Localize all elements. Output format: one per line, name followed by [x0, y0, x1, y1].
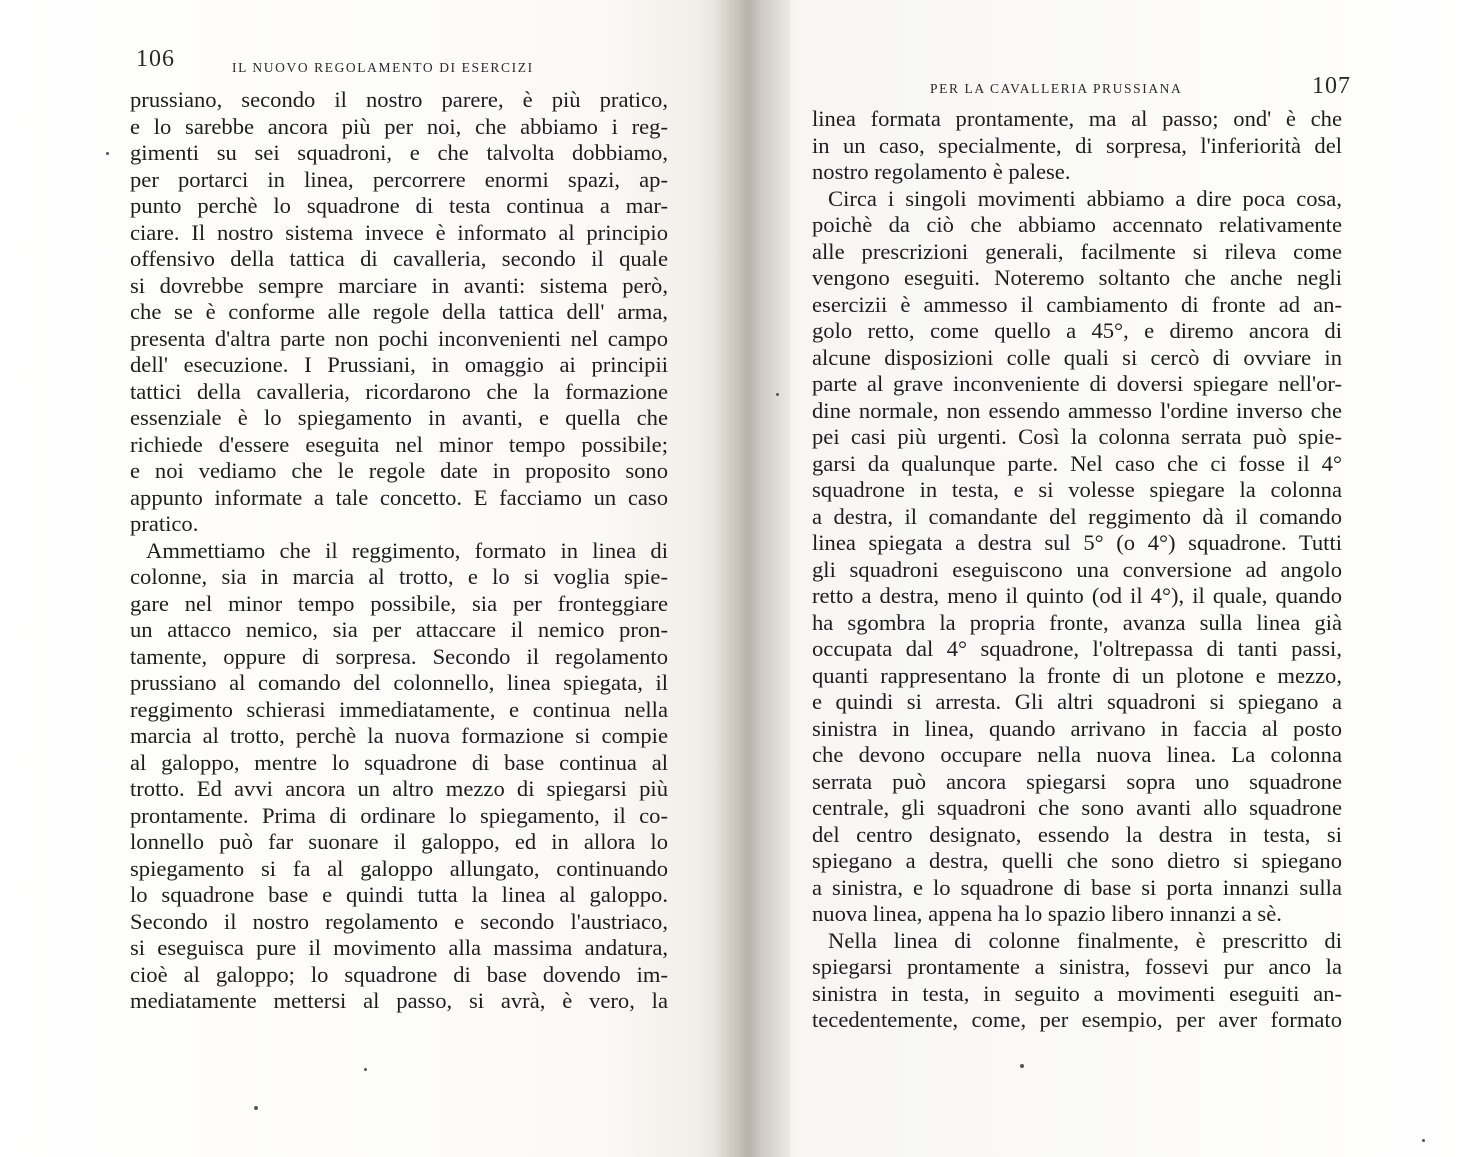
text-line: trotto. Ed avvi ancora un altro mezzo di spiegarsi più [130, 776, 668, 801]
text-line: Circa i singoli movimenti abbiamo a dire poca cosa, [828, 185, 1342, 211]
text-line: a sinistra, e lo squadrone di base si porta innanzi sulla [812, 874, 1342, 900]
text-line: garsi da qualunque parte. Nel caso che ci fosse il 4° [812, 450, 1342, 476]
text-line: spiegamento si fa al galoppo allungato, continuando [130, 855, 668, 881]
text-line: al galoppo, mentre lo squadrone di base continua al [130, 749, 668, 775]
text-line: richiede d'essere eseguita nel minor tempo possibile; [130, 431, 668, 457]
text-line: prussiano, secondo il nostro parere, è più pratico, [130, 87, 668, 112]
left-running-head: IL NUOVO REGOLAMENTO DI ESERCIZI [232, 60, 534, 75]
text-line: linea formata prontamente, ma al passo; ond' è che [812, 106, 1342, 131]
text-line: e noi vediamo che le regole date in proposito sono [130, 458, 668, 483]
text-line: si eseguisca pure il movimento alla massima andatura, [130, 935, 668, 960]
text-line: lonnello può far suonare il galoppo, ed in allora lo [130, 829, 668, 854]
text-line: prontamente. Prima di ordinare lo spiegamento, il co- [130, 802, 668, 828]
text-line: tecedentemente, come, per esempio, per aver formato [812, 1007, 1342, 1032]
print-speck [1422, 1139, 1425, 1142]
text-line: gli squadroni eseguiscono una conversione ad angolo [812, 556, 1342, 582]
text-line: che devono occupare nella nuova linea. La colonna [812, 742, 1342, 767]
text-line: reggimento schierasi immediatamente, e continua nella [130, 696, 668, 722]
text-line: poichè da ciò che abbiamo accennato relativamente [812, 212, 1342, 237]
text-line: offensivo della tattica di cavalleria, secondo il quale [130, 246, 668, 271]
text-line: del centro designato, essendo la destra in testa, si [812, 821, 1342, 847]
print-speck [776, 393, 779, 396]
text-line: tamente, oppure di sorpresa. Secondo il regolamento [130, 643, 668, 669]
text-line: vengono eseguiti. Noteremo soltanto che anche negli [812, 265, 1342, 290]
text-line: tattici della cavalleria, ricordarono che la formazione [130, 378, 668, 404]
text-line: prussiano al comando del colonnello, linea spiegata, il [130, 670, 668, 695]
text-line: marcia al trotto, perchè la nuova formazione si compie [130, 723, 668, 748]
text-line: golo retto, come quello a 45°, e diremo ancora di [812, 318, 1342, 343]
text-line: sinistra in testa, in seguito a movimenti eseguiti an- [812, 980, 1342, 1006]
text-line: un attacco nemico, sia per attaccare il nemico pron- [130, 617, 668, 642]
right-body-text [812, 106, 1342, 1034]
text-line: a destra, il comandante del reggimento dà il comando [812, 503, 1342, 529]
text-line: linea spiegata a destra sul 5° (o 4°) squadrone. Tutti [812, 530, 1342, 555]
text-line: alcune disposizioni colle quali si cercò di ovviare in [812, 344, 1342, 370]
print-speck [1020, 1064, 1024, 1068]
text-line: nuova linea, appena ha lo spazio libero innanzi a sè. [812, 901, 1282, 926]
text-line: squadrone in testa, e si volesse spiegare la colonna [812, 477, 1342, 502]
text-line: presenta d'altra parte non pochi inconvenienti nel campo [130, 325, 668, 351]
text-line: pei casi più urgenti. Così la colonna serrata può spie- [812, 424, 1342, 449]
text-line: gimenti su sei squadroni, e che talvolta dobbiamo, [130, 140, 668, 165]
text-line: quanti rappresentano la fronte di un plotone e mezzo, [812, 662, 1342, 688]
text-line: centrale, gli squadroni che sono avanti allo squadrone [812, 795, 1342, 820]
left-body-text [130, 87, 668, 1015]
text-line: che se è conforme alle regole della tattica dell' arma, [130, 299, 668, 324]
text-line: per portarci in linea, percorrere enormi spazi, ap- [130, 166, 668, 192]
text-line: Ammettiamo che il reggimento, formato in linea di [146, 537, 668, 563]
left-page [0, 0, 700, 1157]
text-line: e quindi si arresta. Gli altri squadroni si spiegano a [812, 689, 1342, 714]
text-line: dine normale, non essendo ammesso l'ordine inverso che [812, 397, 1342, 423]
text-line: lo squadrone base e quindi tutta la linea al galoppo. [130, 882, 668, 907]
print-speck [364, 1068, 367, 1071]
text-line: nostro regolamento è palese. [812, 159, 1071, 184]
text-line: Secondo il nostro regolamento e secondo l'austriaco, [130, 908, 668, 934]
text-line: colonne, sia in marcia al trotto, e lo si voglia spie- [130, 564, 668, 589]
text-line: punto perchè lo squadrone di testa continua a mar- [130, 193, 668, 218]
right-page-number: 107 [1312, 73, 1351, 99]
text-line: ha sgombra la propria fronte, avanza sulla linea già [812, 609, 1342, 635]
print-speck [106, 152, 109, 155]
text-line: esercizii è ammesso il cambiamento di fronte ad an- [812, 291, 1342, 317]
text-line: e lo sarebbe ancora più per noi, che abbiamo i reg- [130, 113, 668, 139]
text-line: appunto informate a tale concetto. E facciamo un caso [130, 484, 668, 510]
left-page-number: 106 [136, 46, 175, 72]
print-speck [254, 1106, 258, 1110]
text-line: parte al grave inconveniente di doversi spiegare nell'or- [812, 371, 1342, 396]
text-line: sinistra in linea, quando arrivano in faccia al posto [812, 715, 1342, 741]
text-line: Nella linea di colonne finalmente, è prescritto di [828, 927, 1342, 953]
text-line: spiegarsi prontamente a sinistra, fossevi pur anco la [812, 954, 1342, 979]
text-line: si dovrebbe sempre marciare in avanti: sistema però, [130, 272, 668, 298]
text-line: pratico. [130, 511, 199, 536]
text-line: occupata dal 4° squadrone, l'oltrepassa di tanti passi, [812, 636, 1342, 661]
right-page [770, 0, 1468, 1157]
right-running-head: PER LA CAVALLERIA PRUSSIANA [930, 81, 1183, 96]
text-line: alle prescrizioni generali, facilmente si rileva come [812, 238, 1342, 264]
text-line: essenziale è lo spiegamento in avanti, e quella che [130, 405, 668, 430]
text-line: mediatamente mettersi al passo, si avrà, è vero, la [130, 988, 668, 1013]
text-line: gare nel minor tempo possibile, sia per fronteggiare [130, 590, 668, 616]
text-line: in un caso, specialmente, di sorpresa, l'inferiorità del [812, 132, 1342, 158]
text-line: retto a destra, meno il quinto (od il 4°), il quale, quando [812, 583, 1342, 608]
text-line: dell' esecuzione. I Prussiani, in omaggio ai principii [130, 352, 668, 377]
text-line: spiegano a destra, quelli che sono dietro si spiegano [812, 848, 1342, 873]
text-line: cioè al galoppo; lo squadrone di base dovendo im- [130, 961, 668, 987]
text-line: serrata può ancora spiegarsi sopra uno squadrone [812, 768, 1342, 794]
text-line: ciare. Il nostro sistema invece è informato al principio [130, 219, 668, 245]
